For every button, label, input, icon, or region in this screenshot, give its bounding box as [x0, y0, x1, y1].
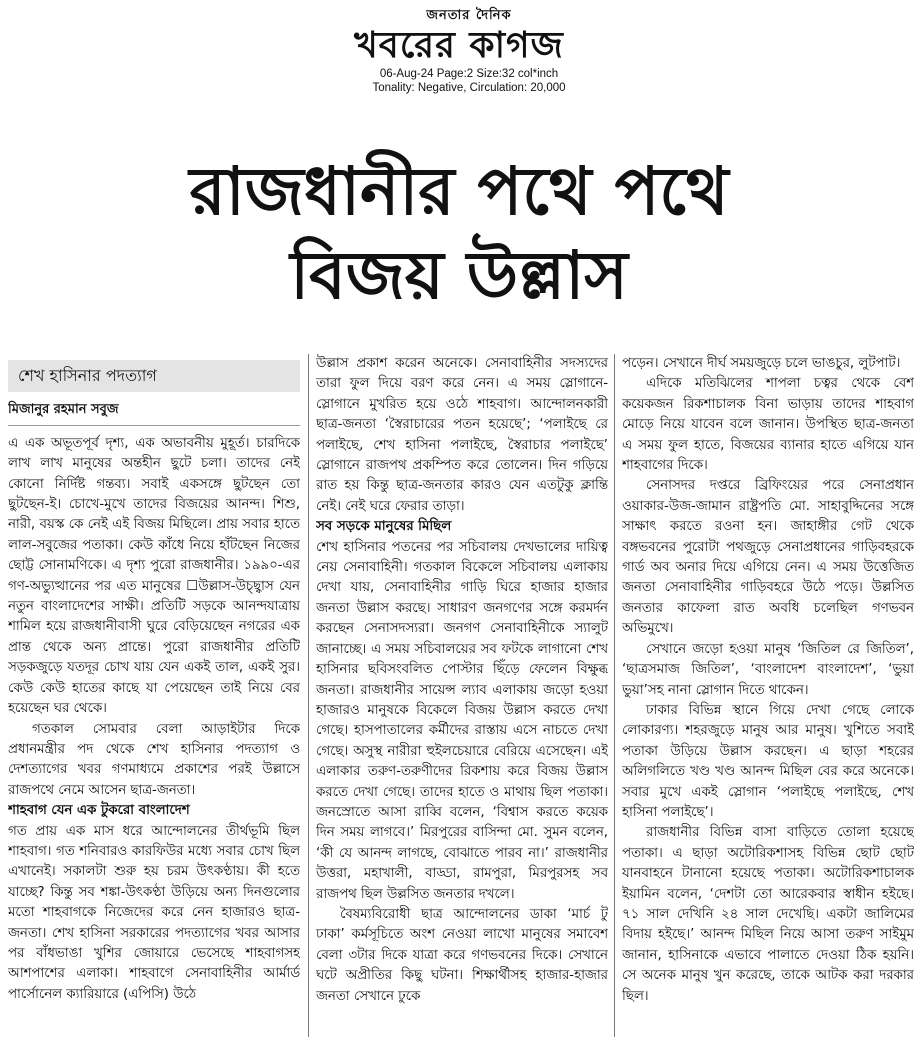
paragraph: রাজধানীর বিভিন্ন বাসা বাড়িতে তোলা হয়েছে পতাকা। এ ছাড়া অটোরিকশাসহ বিভিন্ন ছোট ছোট যানবাহনে টানানো হয়েছে পতাকা। অটোরিকশাচালক ইয়ামিন বলেন, ‘দেশটা তো আরেকবার স্বাধীন হইছে। ৭১ সাল দেখিনি ২৪ সাল দেখেছি। একটা জালিমের বিদায় হইছে।’ আনন্দ মিছিল নিয়ে আসা তরুণ সাইমুম জানান, হাসিনাকে এভাবে পালাতে দেওয়া ঠিক হয়নি। সে অনেক মানুষ খুন করেছে, তাকে আটক করা দরকার ছিল। — [622, 825, 914, 1004]
headline-line-2: বিজয় উল্লাস — [290, 237, 628, 314]
clipping-meta-line-1: 06-Aug-24 Page:2 Size:32 col*inch — [379, 68, 559, 80]
column-divider — [308, 354, 309, 1037]
subheading: শাহবাগ যেন এক টুকরো বাংলাদেশ — [8, 803, 190, 819]
paragraph: উল্লাস প্রকাশ করেন অনেকে। সেনাবাহিনীর সদস্যদের তারা ফুল দিয়ে বরণ করে নেন। এ সময় স্লোগানে-স্লোগানে মুখরিত হয়ে ওঠে শাহবাগ। আন্দোলনকারী ছাত্র-জনতা ‘স্বৈরাচারের পতন হয়েছে’; ‘পলাইছে রে পলাইছে, শেখ হাসিনা পলাইছে, স্বৈরাচার পলাইছে’ স্লোগানে রাজপথ প্রকম্পিত করে তোলেন। দিন গড়িয়ে রাত হয় কিন্তু ছাত্র-জনতার কারও যেন এতটুকু ক্লান্তি নেই। নেই ঘরে ফেরার তাড়া। — [316, 356, 608, 514]
article-column-2 — [316, 354, 608, 1037]
kicker-label: শেখ হাসিনার পদত্যাগ — [8, 360, 300, 392]
paragraph: শেখ হাসিনার পতনের পর সচিবালয় দেখভালের দায়িত্ব নেয় সেনাবাহিনী। গতকাল বিকেলে সচিবালয় এলাকায় দেখা যায়, সেনাবাহিনীর গাড়ি ঘিরে হাজার হাজার জনতা উল্লাস করছে। সাধারণ জনগণের সঙ্গে করমর্দন করছেন সেনাসদস্যরা। জনগণ সেনাবাহিনীকে স্যালুট জানাচ্ছে। এ সময় সচিবালয়ের সব ফটকে লাগানো শেখ হাসিনার ছবিসংবলিত পোস্টার ছিঁড়ে ফেলেন বিক্ষুব্ধ জনতা। রাজধানীর সায়েন্স ল্যাব এলাকায় জড়ো হওয়া হাজারও মানুষকে বিকেলে বিজয় উল্লাস করতে দেখা গেছে। হাসপাতালের কর্মীদের রাস্তায় এসে নাচতে দেখা গেছে। অসুস্থ নারীরা হুইলচেয়ারে বেরিয়ে এসেছেন। এই এলাকার তরুণ-তরুণীদের রিকশায় করে বিজয় উল্লাস করতে দেখা গেছে। তাদের হাতে ও মাথায় ছিল পতাকা। জনস্রোতে আসা রাব্বি বলেন, ‘বিশ্বাস করতে কয়েক দিন সময় লাগবে।’ মিরপুরের বাসিন্দা মো. সুমন বলেন, ‘কী যে আনন্দ লাগছে, বোঝাতে পারব না।’ রাজধানীর উত্তরা, মহাখালী, বাড্ডা, রামপুরা, মিরপুরসহ সব রাজপথ ছিল উল্লসিত জনতার দখলে। — [316, 539, 608, 902]
paragraph: গতকাল সোমবার বেলা আড়াইটার দিকে প্রধানমন্ত্রীর পদ থেকে শেখ হাসিনার পদত্যাগ ও দেশত্যাগের খবর গণমাধ্যমে প্রকাশের পরই উল্লাসে রাজপথে নেমে আসেন ছাত্র-জনতা। — [8, 721, 300, 798]
paragraph: এদিকে মতিঝিলের শাপলা চত্বর থেকে বেশ কয়েকজন রিকশাচালক বিনা ভাড়ায় তাদের শাহবাগ মোড়ে নিয়ে যাবেন বলে জানান। উপস্থিত ছাত্র-জনতা এ সময় ফুল হাতে, বিজয়ের ব্যানার হাতে এগিয়ে যান শাহবাগের দিকে। — [622, 376, 914, 474]
paragraph: সেনাসদর দপ্তরে ব্রিফিংয়ের পরে সেনাপ্রধান ওয়াকার-উজ-জামান রাষ্ট্রপতি মো. সাহাবুদ্দিনের সঙ্গে সাক্ষাৎ করতে রওনা হন। জাহাঙ্গীর গেট থেকে বঙ্গভবনের পুরোটা পথজুড়ে সেনাপ্রধানের গাড়িবহরকে গার্ড অব অনার দিয়ে এগিয়ে নেন। এ সময় উত্তেজিত জনতা সেনাবাহিনীর গাড়িবহরে উঠে পড়ে। উল্লসিত জনতার কাফেলা রাত অবধি চলেছিল গণভবন অভিমুখে। — [622, 478, 914, 637]
paragraph: ঢাকার বিভিন্ন স্থানে গিয়ে দেখা গেছে লোকে লোকারণ্য। শহরজুড়ে মানুষ আর মানুষ। খুশিতে সবাই পতাকা উড়িয়ে উল্লাস করছেন। এ ছাড়া শহরের অলিগলিতে খণ্ড খণ্ড আনন্দ মিছিল বের করে অনেকে। সবার মুখে একই স্লোগান ‘পলাইছে পলাইছে, শেখ হাসিনা পলাইছে’। — [622, 702, 914, 820]
subheading: সব সড়কে মানুষের মিছিল — [316, 519, 452, 535]
paragraph: গত প্রায় এক মাস ধরে আন্দোলনের তীর্থভূমি ছিল শাহবাগ। গত শনিবারও কারফিউর মধ্যে সবার চোখ ছিল এখানেই। সকালটা শুরু হয় চরম উৎকণ্ঠায়। কী হতে যাচ্ছে? কিন্তু সব শঙ্কা-উৎকণ্ঠা উড়িয়ে অন্য দিনগুলোর মতো শাহবাগকে নিজেদের করে নেন হাজারও ছাত্র-জনতা। শেখ হাসিনা সরকারের পদত্যাগের খবর আসার পর বাঁধভাঙা খুশির জোয়ারে ভেসেছে শাহবাগসহ আশপাশের এলাকা। শাহবাগে সেনাবাহিনীর আর্মার্ড পার্সোনেল ক্যারিয়ারে (এপিসি) উঠে — [8, 823, 300, 1002]
paragraph: বৈষম্যবিরোধী ছাত্র আন্দোলনের ডাকা ‘মার্চ টু ঢাকা’ কর্মসূচিতে অংশ নেওয়া লাখো মানুষের সমাবেশ বেলা ৩টার দিকে যাত্রা করে গণভবনের দিকে। সেখানে ঘটে অপ্রীতির কিছু ঘটনা। শিক্ষার্থীসহ হাজার-হাজার জনতা সেখানে ঢুকে — [316, 906, 608, 1004]
paragraph: এ এক অভূতপূর্ব দৃশ্য, এক অভাবনীয় মুহূর্ত। চারদিকে লাখ লাখ মানুষের অন্তহীন ছুটে চলা। তাদের নেই কোনো নির্দিষ্ট গন্তব্য। সবাই একসঙ্গে ছুটছেন তো ছুটছেন-ই। চোখে-মুখে তাদের বিজয়ের আনন্দ। শিশু, নারী, বয়স্ক কে নেই এই বিজয় মিছিলে। প্রায় সবার হাতে লাল-সবুজের পতাকা। কেউ কাঁধে নিয়ে হাঁটছেন নিজের ছোট্ট সোনামণিকে। এ দৃশ্য পুরো রাজধানীর। ১৯৯০-এর গণ-অভ্যুত্থানের পর এত মানুষের ☐উল্লাস-উচ্ছ্বাস যেন নতুন বাংলাদেশের সাক্ষী। প্রতিটি সড়কে আনন্দযাত্রায় শামিল হয়ে রাজধানীবাসী ঘুরে বেড়িয়েছেন নগরের এক প্রান্ত থেকে অন্য প্রান্তে। পুরো রাজধানীর প্রতিটি সড়কজুড়ে যতদূর চোখ যায় যেন একই তাল, একই সুর। কেউ কেউ হাতের কাছে যা পেয়েছেন তাই নিয়ে বের হয়েছেন ঘর থেকে। — [8, 435, 300, 717]
article-column-3 — [622, 354, 914, 1037]
masthead-tagline: জনতার দৈনিক — [426, 8, 512, 23]
clipping-meta-line-2: Tonality: Negative, Circulation: 20,000 — [372, 82, 566, 94]
column-divider — [614, 354, 615, 1037]
paragraph: পড়েন। সেখানে দীর্ঘ সময়জুড়ে চলে ভাঙচুর, লুটপাট। — [622, 356, 901, 371]
headline-line-1: রাজধানীর পথে পথে — [189, 153, 729, 230]
headline — [0, 150, 918, 318]
byline: মিজানুর রহমান সবুজ — [8, 400, 300, 425]
masthead — [0, 6, 918, 95]
paragraph: সেখানে জড়ো হওয়া মানুষ ‘জিতিল রে জিতিল’, ‘ছাত্রসমাজ জিতিল’, ‘বাংলাদেশ বাংলাদেশ’, ‘ভুয়া ভুয়া’সহ নানা স্লোগান দিতে থাকেন। — [622, 641, 914, 698]
article-column-1 — [8, 354, 300, 1037]
newspaper-name: খবরের কাগজ — [354, 25, 564, 66]
